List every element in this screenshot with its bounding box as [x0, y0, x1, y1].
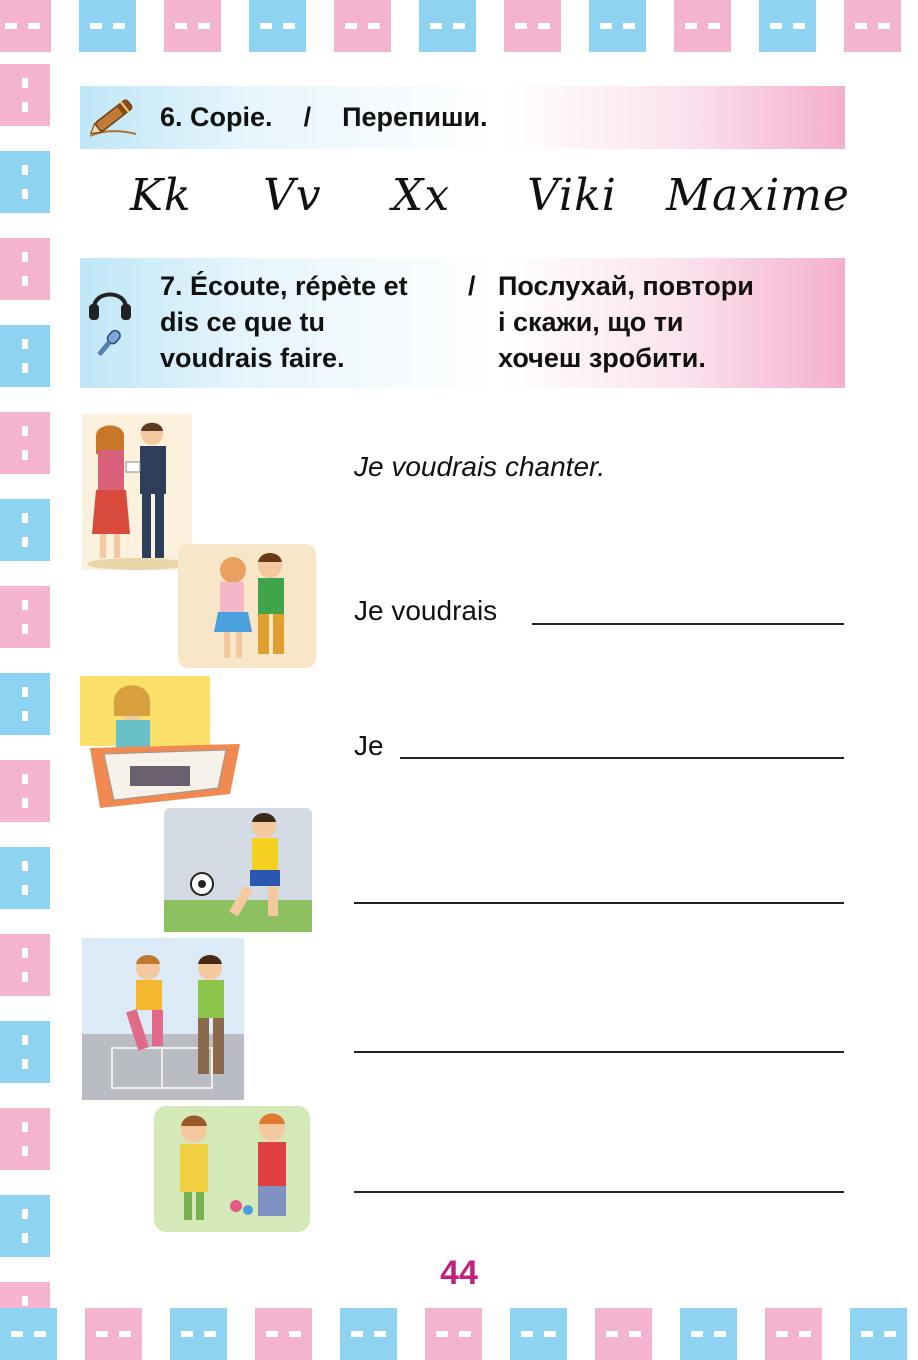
answer-line-1[interactable] — [532, 623, 844, 625]
border-tile — [0, 1108, 50, 1170]
border-tile — [170, 1308, 227, 1360]
border-tile — [0, 151, 50, 213]
border-tile — [0, 238, 50, 300]
top-border-decoration — [0, 0, 918, 52]
dancing-illustration — [178, 544, 316, 673]
exercise-7-title-fr-line-2: dis ce que tu — [160, 307, 326, 337]
exercise-7-title-uk-line-3: хочеш зробити. — [498, 343, 706, 373]
border-tile — [79, 0, 136, 52]
border-tile — [255, 1308, 312, 1360]
hopscotch-illustration — [82, 938, 244, 1105]
border-tile — [589, 0, 646, 52]
border-tile — [0, 934, 50, 996]
title-separator: / — [303, 102, 312, 132]
cursive-word-viki: Viki — [527, 170, 617, 221]
exercise-7-header — [80, 258, 845, 388]
border-tile — [85, 1308, 142, 1360]
border-tile — [510, 1308, 567, 1360]
border-tile — [844, 0, 901, 52]
exercise-7-title-uk-line-2: і скажи, що ти — [498, 307, 684, 337]
sentence-start-je: Je — [354, 730, 384, 761]
border-tile — [340, 1308, 397, 1360]
exercise-7-title-fr-line-1: 7. Écoute, répète et — [160, 271, 408, 301]
border-tile — [0, 586, 50, 648]
border-tile — [0, 499, 50, 561]
border-tile — [0, 847, 50, 909]
border-tile — [0, 412, 50, 474]
border-tile — [419, 0, 476, 52]
border-tile — [0, 1021, 50, 1083]
border-tile — [0, 1308, 57, 1360]
exercise-7-title-fr-line-3: voudrais faire. — [160, 343, 345, 373]
border-tile — [0, 64, 50, 126]
cursive-letters-vv: Vv — [263, 170, 322, 221]
football-illustration — [164, 808, 312, 937]
border-tile — [164, 0, 221, 52]
answer-line-3[interactable] — [354, 902, 844, 904]
border-tile — [504, 0, 561, 52]
border-tile — [759, 0, 816, 52]
border-tile — [0, 325, 50, 387]
singing-illustration — [82, 414, 192, 575]
exercise-6-title-fr: 6. Copie. — [160, 102, 273, 132]
sentence-start-je-voudrais: Je voudrais — [354, 595, 498, 626]
exercise-6-header — [80, 86, 845, 149]
border-tile — [425, 1308, 482, 1360]
border-tile — [249, 0, 306, 52]
page-number: 44 — [440, 1254, 478, 1292]
border-tile — [674, 0, 731, 52]
border-tile — [595, 1308, 652, 1360]
pen-icon — [84, 90, 142, 147]
border-tile — [850, 1308, 907, 1360]
border-tile — [0, 1195, 50, 1257]
border-tile — [0, 673, 50, 735]
dolls-illustration — [154, 1106, 310, 1237]
answer-line-2[interactable] — [400, 757, 844, 759]
border-tile — [0, 0, 51, 52]
border-tile — [334, 0, 391, 52]
example-sentence: Je voudrais chanter. — [354, 451, 606, 482]
cursive-letters-kk: Kk — [130, 170, 192, 221]
cursive-word-maxime: Maxime — [666, 170, 850, 221]
border-tile — [765, 1308, 822, 1360]
left-border-decoration — [0, 52, 52, 1308]
cursive-letters-xx: Xx — [392, 170, 451, 221]
bottom-border-decoration — [0, 1308, 918, 1360]
drawing-illustration — [80, 676, 244, 817]
border-tile — [680, 1308, 737, 1360]
microphone-icon — [90, 326, 126, 367]
exercise-6-title-uk: Перепиши. — [342, 102, 488, 132]
answer-line-5[interactable] — [354, 1191, 844, 1193]
title-separator: / — [468, 271, 476, 301]
answer-line-4[interactable] — [354, 1051, 844, 1053]
border-tile — [0, 760, 50, 822]
exercise-7-title-uk-line-1: Послухай, повтори — [498, 271, 754, 301]
